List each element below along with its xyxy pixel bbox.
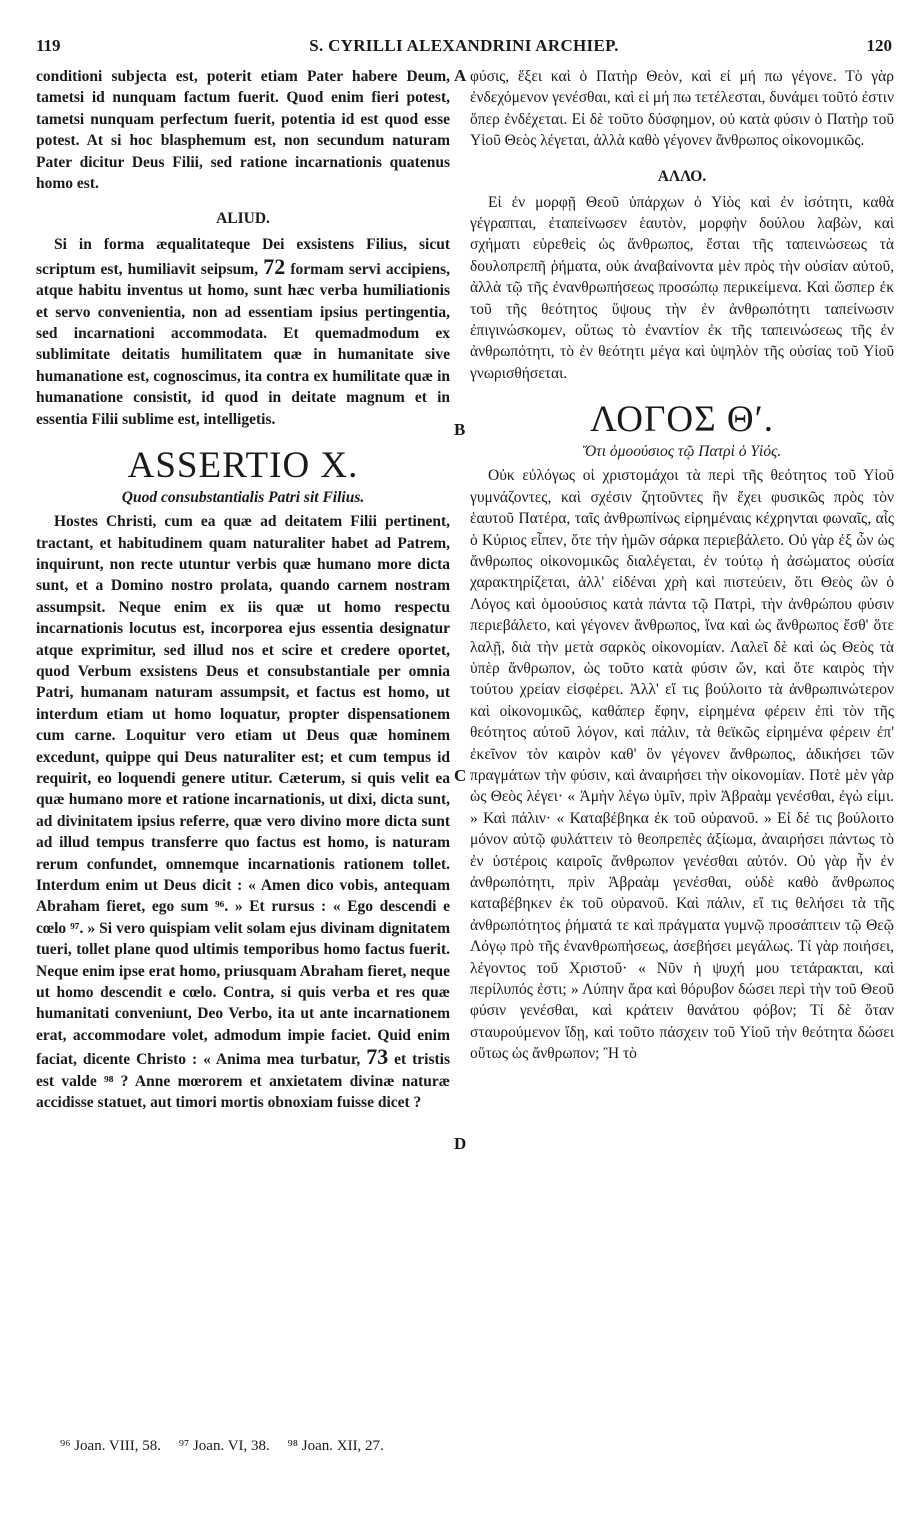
latin-column [36,66,450,1113]
column-number-73: 73 [366,1044,389,1070]
greek-allo-heading: ΑΛΛΟ. [657,167,707,185]
section-marker-c: C [454,766,467,785]
footnote-96: ⁹⁶ Joan. VIII, 58. [60,1438,162,1454]
running-title: S. CYRILLI ALEXANDRINI ARCHIEP. [309,36,619,55]
left-page-number: 119 [36,36,61,55]
running-header [36,36,892,60]
greek-paragraph-2: Εἰ ἐν μορφῇ Θεοῦ ὑπάρχων ὁ Υἱὸς καὶ ἐν ἰσότητι, καθὰ γέγραπται, ἐταπείνωσεν ἑαυτὸν, μορφὴν δούλου λαβὼν, καὶ σχήματι εὑρεθεὶς ὡς ἄνθρωπος, ἔσται τῆς ταπεινώσεως τὰ δουλοπρεπῆ ῥήματα, οὐκ ἀναβαίνοντα μὲν πρὸς τὴν οὐσίαν αὐτοῦ, ἀλλὰ τῷ τῆς ἐνανθρωπήσεως προσώπῳ περικείμενα. Καὶ ὥσπερ ἐκ τοῦ τῆς θεότητος ὕψους τὴν ἐν ἀνθρωπότητι ταπείνωσιν ἐπιγινώσκομεν, οὕτως τὸ ἐναντίον ἐκ τῆς ταπεινώσεως τῆς ἐν ἀνθρωπότητι, τὸ ἐν θεότητι μέγα καὶ ὑψηλὸν τῆς οὐσίας τοῦ Υἱοῦ γνωρισθήσεται. [470,193,894,382]
greek-column [470,66,894,1065]
section-marker-b: B [454,420,466,439]
latin-paragraph-3-part-1: Hostes Christi, cum ea quæ ad deitatem Filii pertinent, tractant, et habitudinem quam naturaliter habet ad Patrem, inquirunt, non recte utuntur verbis quæ humano more dicta sunt, et a Domino nostro prolata, quando carnem nostram assumpsit. Neque enim ex iis quæ ut homo respectu incarnationis locutus est, incorporea ejus essentia designatur atque exprimitur, sed illud nos et scire et credere oportet, quod Verbum exsistens Deus et consubstantiale per omnia Patri, humanam naturam assumpsit, et factus est homo, ut interdum etiam ut homo loquatur, propter dispensationem cum carne. Loquitur vero etiam ut Deus quæ hominem excedunt, quippe qui Deus naturaliter est; et cum tempus id requirit, eo loquendi genere utitur. Cæterum, si quis velit ea quæ humano more et ratione incarnationis, ut dixi, dicta sunt, ad divinitatem ipsius referre, quæ vero divino more dicta sunt ad illud tempus transferre quo factus est homo, is naturam rerum confundet, omnemque incarnationis rationem tollet. Interdum enim ut Deus dicit : « Amen dico vobis, antequam Abraham fieret, ego sum ⁹⁶. » Et rursus : « Ego descendi e cœlo ⁹⁷. » Si vero quispiam velit solam ejus divinam dignitatem tueri, tollet plane quod ultimis temporibus homo factus fuerit. Neque enim ipse erat homo, priusquam Abraham fieret, neque ut homo descendit e cœlo. Contra, si quis verba et res quæ humanitati conveniunt, Deo Verbo, ita ut ante incarnationem erat, accommodare volet, admodum impie faciet. Quid enim faciat, dicente Christo : « Anima mea turbatur, [36,513,450,1069]
latin-paragraph-3-part-2: et tristis est valde ⁹⁸ ? Anne mœrorem et anxietatem divinæ naturæ accidisse statuet, aut timori mortis obnoxiam fuisse dicet ? [36,1051,450,1112]
latin-paragraph-2-part-1: Si in forma æqualitateque Dei exsistens Filius, sicut scriptum est, humiliavit seipsum, [36,236,450,278]
right-page-number: 120 [866,36,892,55]
footnote-98: ⁹⁸ Joan. XII, 27. [287,1438,384,1454]
footnotes [60,1438,398,1455]
latin-paragraph-1: conditioni subjecta est, poterit etiam Pater habere Deum, tametsi id nunquam factum fuerit. Quod enim fieri potest, tametsi nunquam perfectum fuerit, potentia id est quod esse potest. At si hoc blasphemum est, non secundum naturam Pater dicitur Deus Filii, sed ratione incarnationis quatenus homo est. [36,68,450,193]
greek-paragraph-1: φύσις, ἕξει καὶ ὁ Πατὴρ Θεὸν, καὶ εἰ μή πω γέγονε. Τὸ γὰρ ἐνδεχόμενον γενέσθαι, καὶ εἰ μή πω τετέλεσται, δυνάμει τοῦτό ἐστιν ὅπερ ἐνδέχεται. Εἰ δὲ τοῦτο δύσφημον, οὐ κατὰ φύσιν ὁ Πατὴρ τοῦ Υἱοῦ Θεὸς λέγεται, ἀλλὰ καθὸ γέγονεν ἄνθρωπος οἰκονομικῶς. [470,68,894,150]
column-number-72: 72 [263,253,286,279]
logos-heading: ΛΟΓΟΣ Θ′. [590,399,774,441]
latin-aliud-heading: ALIUD. [216,210,270,228]
greek-subtitle: Ὅτι ὁμοούσιος τῷ Πατρὶ ὁ Υἱός. [582,443,782,461]
section-marker-d: D [454,1134,467,1153]
latin-subtitle: Quod consubstantialis Patri sit Filius. [121,489,365,507]
greek-paragraph-3: Οὐκ εὐλόγως οἱ χριστομάχοι τὰ περὶ τῆς θεότητος τοῦ Υἱοῦ γυμνάζοντες, καὶ σχέσιν ζητοῦντες ἣν ἔχει φυσικῶς πρὸς τὸν ἑαυτοῦ Πατέρα, ταῖς ἀνθρωπίνως εἰρημέναις κέχρηνται φωναῖς, αἷς ὁ Κύριος εἶπεν, ὅτε τὴν ἡμῶν σάρκα περιεβάλετο. Οὐ γὰρ ἐξ ὧν ὡς ἄνθρωπος οἰκονομικῶς διαλέγεται, ἐν τούτῳ ἡ ἀσώματος οὐσία χαρακτηρίζεται, ἀλλ' εἰδέναι χρὴ καὶ πιστεύειν, ὅτι Θεὸς ὢν ὁ Λόγος καὶ ὁμοούσιος κατὰ πάντα τῷ Πατρὶ, τὴν ἀνθρώπου φύσιν περιεβάλετο, καὶ γέγονεν ἄνθρωπος, ἵνα καὶ ὡς ἄνθρωπος ἔσθ' ὅτε λαλῇ, διὰ τὴν μετὰ σαρκὸς οἰκονομίαν. Λαλεῖ δὲ καὶ ὡς Θεὸς τὰ ὑπὲρ ἄνθρωπον, ὡς τοῦτο κατὰ φύσιν ὤν, καὶ ὅτε καιρὸς τὴν τούτου χρείαν εἰσφέρει. Ἀλλ' εἴ τις βούλοιτο τὰ ἀνθρωπινώτερον καὶ οἰκονομικῶς, καθάπερ ἔφην, εἰρημένα φέρειν ἐπὶ τὸν τῆς θεότητος αὐτοῦ λόγον, καὶ πάλιν, τὰ θεϊκῶς εἰρημένα φέρειν ἐπ' ἐκεῖνον τὸν καιρὸν καθ' ὃν γέγονεν ἄνθρωπος, ἀδικήσει τῶν πραγμάτων τὴν φύσιν, καὶ ἀναιρήσει τὴν οἰκονομίαν. Ποτὲ μὲν γὰρ ὡς Θεὸς λέγει· « Ἀμὴν λέγω ὑμῖν, πρὶν Ἀβραὰμ γενέσθαι, ἐγὼ εἰμι. » Καὶ πάλιν· « Καταβέβηκα ἐκ τοῦ οὐρανοῦ. » Εἰ δέ τις βούλοιτο μόνον αὐτῷ φυλάττειν τὸ θεοπρεπὲς ἀξίωμα, ἀναιρήσει πάντως τὸ ἐν ὑστέροις καιροῖς ἄνθρωπον γενέσθαι αὐτόν. Οὐ γὰρ ἦν ἐν ἀνθρωπότητι, πρὶν Ἀβραὰμ γενέσθαι, οὐδὲ καθὸ ἄνθρωπος καταβέβηκεν ἐκ τοῦ οὐρανοῦ. Καὶ πάλιν, εἴ τις θελήσει τὰ τῆς ἀνθρωπότητος ῥήματά τε καὶ πράγματα γυμνῷ προσάπτειν τῷ Θεῷ Λόγῳ πρὸ τῆς ἐνανθρωπήσεως, ἀσεβήσει μεγάλως. Τί γὰρ ποιήσει, λέγοντος τοῦ Χριστοῦ· « Νῦν ἡ ψυχή μου τετάρακται, καὶ περίλυπός ἐστι; » Λύπην ἄρα καὶ θόρυβον δώσει περὶ τὴν τοῦ Θεοῦ φύσιν γενέσθαι, καὶ κράτειν θανάτου φόβον; Τί δὲ ὅταν σταυρούμενον ἴδῃ, καὶ τοῦτο πάσχειν τοῦ Υἱοῦ τὴν θεότητα δώσει οὕτως ὡς ἄνθρωπον; Ἢ τὸ [470,467,894,1063]
latin-paragraph-2-part-2: formam servi accipiens, atque habitu inventus ut homo, sunt hæc verba humiliationis et servo convenientia, non ad essentiam ipsius pertingentia, sed incarnationi accommodata. Et quemadmodum ex sublimitate deitatis humilitatem quæ in humanitate sive humanatione est, cognoscimus, ita contra ex humilitate quæ in humanatione consistit, id quod in deitate magnum et in essentia Filii sublime est, intelligetis. [36,260,451,428]
latin-paragraph-2 [36,234,450,430]
footnote-97: ⁹⁷ Joan. VI, 38. [178,1438,270,1454]
assertio-heading: ASSERTIO X. [127,445,359,487]
section-marker-a: A [454,66,467,85]
latin-paragraph-3 [36,511,450,1113]
